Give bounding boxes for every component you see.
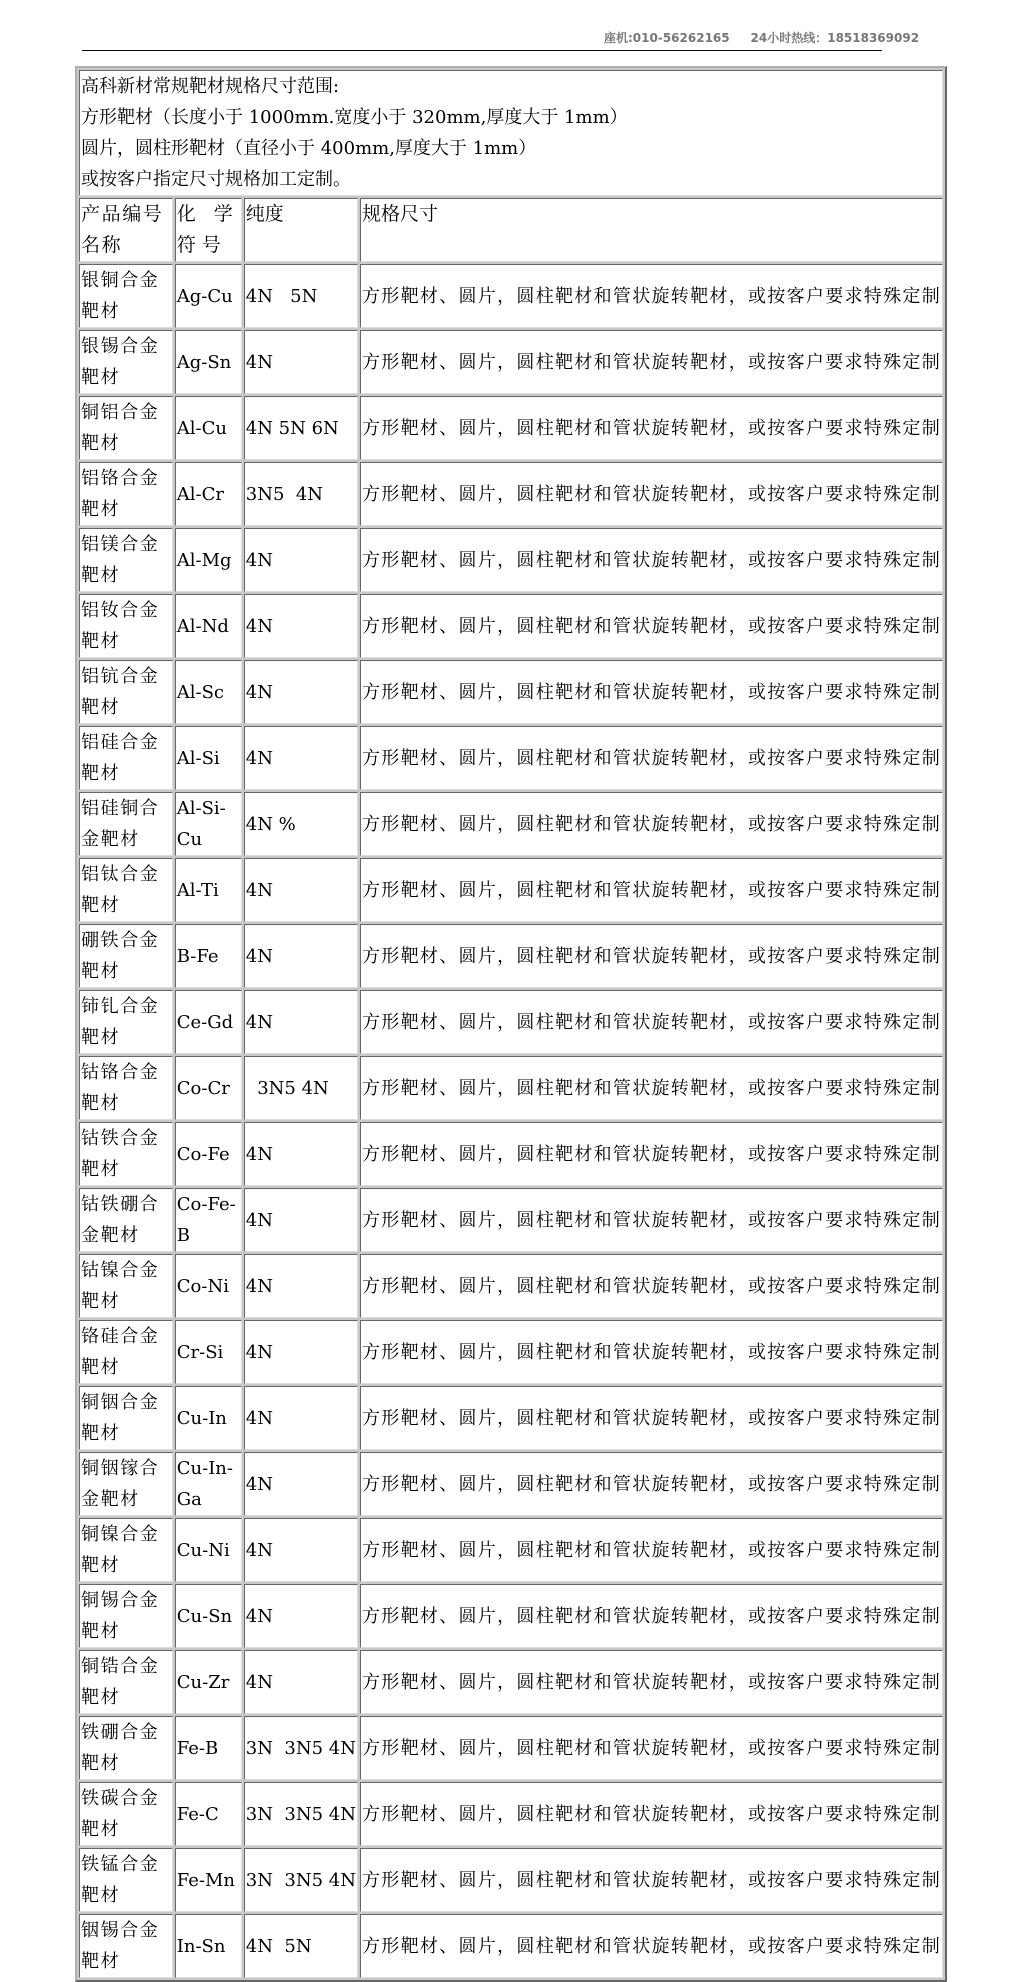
product-name-cell: 钴铁合金靶材 (79, 1122, 173, 1186)
product-name-cell: 钴铁硼合金靶材 (79, 1188, 173, 1252)
purity-cell: 4N (244, 1254, 358, 1318)
chem-symbol-cell: Cr-Si (175, 1320, 242, 1384)
spec-cell: 方形靶材、圆片，圆柱靶材和管状旋转靶材，或按客户要求特殊定制 (360, 1914, 943, 1978)
chem-symbol-cell: Ag-Sn (175, 330, 242, 394)
product-name-cell: 铜铟合金靶材 (79, 1386, 173, 1450)
purity-cell: 4N (244, 858, 358, 922)
spec-cell: 方形靶材、圆片，圆柱靶材和管状旋转靶材，或按客户要求特殊定制 (360, 594, 943, 658)
chem-symbol-cell: Cu-Sn (175, 1584, 242, 1648)
table-row (79, 1650, 943, 1714)
spec-cell: 方形靶材、圆片，圆柱靶材和管状旋转靶材，或按客户要求特殊定制 (360, 924, 943, 988)
table-row (79, 1254, 943, 1318)
table-row (79, 1782, 943, 1846)
purity-cell: 4N (244, 1188, 358, 1252)
table-row (79, 792, 943, 856)
product-name-cell: 铜镍合金靶材 (79, 1518, 173, 1582)
product-name-cell: 铁硼合金靶材 (79, 1716, 173, 1780)
spec-cell: 方形靶材、圆片，圆柱靶材和管状旋转靶材，或按客户要求特殊定制 (360, 1056, 943, 1120)
spec-cell: 方形靶材、圆片，圆柱靶材和管状旋转靶材，或按客户要求特殊定制 (360, 1518, 943, 1582)
purity-cell: 3N 3N5 4N (244, 1716, 358, 1780)
chem-symbol-cell: Cu-Ni (175, 1518, 242, 1582)
table-row (79, 1518, 943, 1582)
table-row (79, 264, 943, 328)
purity-cell: 3N 3N5 4N (244, 1782, 358, 1846)
spec-cell: 方形靶材、圆片，圆柱靶材和管状旋转靶材，或按客户要求特殊定制 (360, 396, 943, 460)
table-row (79, 660, 943, 724)
purity-cell: 4N (244, 1122, 358, 1186)
purity-cell: 4N % (244, 792, 358, 856)
table-row (79, 1716, 943, 1780)
chem-symbol-cell: Co-Cr (175, 1056, 242, 1120)
chem-symbol-cell: Fe-Mn (175, 1848, 242, 1912)
purity-cell: 4N (244, 924, 358, 988)
purity-cell: 4N (244, 660, 358, 724)
spec-cell: 方形靶材、圆片，圆柱靶材和管状旋转靶材，或按客户要求特殊定制 (360, 660, 943, 724)
purity-cell: 4N (244, 1452, 358, 1516)
intro-line: 高科新材常规靶材规格尺寸范围: (81, 76, 340, 97)
spec-cell: 方形靶材、圆片，圆柱靶材和管状旋转靶材，或按客户要求特殊定制 (360, 990, 943, 1054)
chem-symbol-cell: Al-Ti (175, 858, 242, 922)
chem-symbol-cell: Co-Fe-B (175, 1188, 242, 1252)
table-row (79, 1584, 943, 1648)
spec-cell: 方形靶材、圆片，圆柱靶材和管状旋转靶材，或按客户要求特殊定制 (360, 858, 943, 922)
table-row (79, 1122, 943, 1186)
product-name-cell: 铝铬合金靶材 (79, 462, 173, 526)
spec-cell: 方形靶材、圆片，圆柱靶材和管状旋转靶材，或按客户要求特殊定制 (360, 1188, 943, 1252)
col-header-purity: 纯度 (244, 198, 358, 262)
intro-line: 方形靶材（长度小于 1000mm.宽度小于 320mm,厚度大于 1mm） (81, 107, 628, 128)
product-name-cell: 铜铟镓合金靶材 (79, 1452, 173, 1516)
spec-cell: 方形靶材、圆片，圆柱靶材和管状旋转靶材，或按客户要求特殊定制 (360, 1650, 943, 1714)
purity-cell: 4N (244, 1518, 358, 1582)
purity-cell: 4N (244, 528, 358, 592)
chem-symbol-cell: Fe-C (175, 1782, 242, 1846)
product-name-cell: 钴镍合金靶材 (79, 1254, 173, 1318)
table-row (79, 330, 943, 394)
product-name-cell: 铬硅合金靶材 (79, 1320, 173, 1384)
spec-cell: 方形靶材、圆片，圆柱靶材和管状旋转靶材，或按客户要求特殊定制 (360, 1716, 943, 1780)
purity-cell: 4N (244, 330, 358, 394)
chem-symbol-cell: Cu-Zr (175, 1650, 242, 1714)
product-name-cell: 铝钕合金靶材 (79, 594, 173, 658)
col-header-spec: 规格尺寸 (360, 198, 943, 262)
intro-line: 圆片，圆柱形靶材（直径小于 400mm,厚度大于 1mm） (81, 138, 537, 159)
chem-symbol-cell: Ce-Gd (175, 990, 242, 1054)
purity-cell: 4N (244, 990, 358, 1054)
spec-cell: 方形靶材、圆片，圆柱靶材和管状旋转靶材，或按客户要求特殊定制 (360, 528, 943, 592)
spec-cell: 方形靶材、圆片，圆柱靶材和管状旋转靶材，或按客户要求特殊定制 (360, 264, 943, 328)
chem-symbol-cell: Cu-In (175, 1386, 242, 1450)
table-row (79, 1848, 943, 1912)
spec-cell: 方形靶材、圆片，圆柱靶材和管状旋转靶材，或按客户要求特殊定制 (360, 462, 943, 526)
chem-symbol-cell: Al-Nd (175, 594, 242, 658)
chem-symbol-cell: In-Sn (175, 1914, 242, 1978)
product-name-cell: 铝钛合金靶材 (79, 858, 173, 922)
table-row (79, 1056, 943, 1120)
chem-symbol-cell: Fe-B (175, 1716, 242, 1780)
col-header-name: 产品编号名称 (79, 198, 173, 262)
product-name-cell: 银铜合金靶材 (79, 264, 173, 328)
table-row (79, 594, 943, 658)
chem-symbol-cell: Al-Mg (175, 528, 242, 592)
product-name-cell: 铝硅铜合金靶材 (79, 792, 173, 856)
header-divider (82, 50, 882, 51)
table-row (79, 1188, 943, 1252)
contact-info: 座机:010-56262165 24小时热线：18518369092 (604, 31, 920, 45)
chem-symbol-cell: Al-Si-Cu (175, 792, 242, 856)
purity-cell: 4N (244, 594, 358, 658)
chem-symbol-cell: Al-Cr (175, 462, 242, 526)
table-row (79, 1386, 943, 1450)
table-row (79, 396, 943, 460)
spec-cell: 方形靶材、圆片，圆柱靶材和管状旋转靶材，或按客户要求特殊定制 (360, 330, 943, 394)
spec-cell: 方形靶材、圆片，圆柱靶材和管状旋转靶材，或按客户要求特殊定制 (360, 1452, 943, 1516)
chem-symbol-cell: Co-Ni (175, 1254, 242, 1318)
purity-cell: 4N (244, 1584, 358, 1648)
purity-cell: 4N 5N (244, 1914, 358, 1978)
product-name-cell: 铜铝合金靶材 (79, 396, 173, 460)
spec-table (75, 66, 947, 1982)
table-row (79, 1320, 943, 1384)
purity-cell: 3N5 4N (244, 462, 358, 526)
spec-cell: 方形靶材、圆片，圆柱靶材和管状旋转靶材，或按客户要求特殊定制 (360, 1254, 943, 1318)
spec-cell: 方形靶材、圆片，圆柱靶材和管状旋转靶材，或按客户要求特殊定制 (360, 1386, 943, 1450)
product-name-cell: 钴铬合金靶材 (79, 1056, 173, 1120)
product-name-cell: 硼铁合金靶材 (79, 924, 173, 988)
product-name-cell: 铈钆合金靶材 (79, 990, 173, 1054)
spec-cell: 方形靶材、圆片，圆柱靶材和管状旋转靶材，或按客户要求特殊定制 (360, 792, 943, 856)
intro-cell (79, 70, 943, 196)
product-name-cell: 铟锡合金靶材 (79, 1914, 173, 1978)
chem-symbol-cell: Co-Fe (175, 1122, 242, 1186)
chem-symbol-cell: Al-Cu (175, 396, 242, 460)
purity-cell: 4N (244, 1320, 358, 1384)
product-name-cell: 铁锰合金靶材 (79, 1848, 173, 1912)
table-row (79, 1452, 943, 1516)
product-name-cell: 铝镁合金靶材 (79, 528, 173, 592)
chem-symbol-cell: Ag-Cu (175, 264, 242, 328)
chem-symbol-cell: Al-Si (175, 726, 242, 790)
chem-symbol-cell: Al-Sc (175, 660, 242, 724)
spec-cell: 方形靶材、圆片，圆柱靶材和管状旋转靶材，或按客户要求特殊定制 (360, 1584, 943, 1648)
intro-row (79, 70, 943, 196)
product-name-cell: 银锡合金靶材 (79, 330, 173, 394)
purity-cell: 4N (244, 1386, 358, 1450)
spec-cell: 方形靶材、圆片，圆柱靶材和管状旋转靶材，或按客户要求特殊定制 (360, 726, 943, 790)
table-row (79, 726, 943, 790)
spec-cell: 方形靶材、圆片，圆柱靶材和管状旋转靶材，或按客户要求特殊定制 (360, 1848, 943, 1912)
product-name-cell: 铜锡合金靶材 (79, 1584, 173, 1648)
col-header-chem: 化 学 符号 (175, 198, 242, 262)
header-row (79, 198, 943, 262)
spec-cell: 方形靶材、圆片，圆柱靶材和管状旋转靶材，或按客户要求特殊定制 (360, 1782, 943, 1846)
purity-cell: 4N (244, 1650, 358, 1714)
product-name-cell: 铝钪合金靶材 (79, 660, 173, 724)
table-row (79, 924, 943, 988)
product-name-cell: 铝硅合金靶材 (79, 726, 173, 790)
purity-cell: 3N5 4N (244, 1056, 358, 1120)
table-row (79, 858, 943, 922)
chem-symbol-cell: B-Fe (175, 924, 242, 988)
intro-line: 或按客户指定尺寸规格加工定制。 (81, 169, 351, 190)
spec-cell: 方形靶材、圆片，圆柱靶材和管状旋转靶材，或按客户要求特殊定制 (360, 1122, 943, 1186)
product-name-cell: 铜锆合金靶材 (79, 1650, 173, 1714)
table-row (79, 990, 943, 1054)
table-row (79, 462, 943, 526)
purity-cell: 4N 5N 6N (244, 396, 358, 460)
purity-cell: 4N (244, 726, 358, 790)
spec-cell: 方形靶材、圆片，圆柱靶材和管状旋转靶材，或按客户要求特殊定制 (360, 1320, 943, 1384)
table-row (79, 1914, 943, 1978)
purity-cell: 4N 5N (244, 264, 358, 328)
product-name-cell: 铁碳合金靶材 (79, 1782, 173, 1846)
chem-symbol-cell: Cu-In-Ga (175, 1452, 242, 1516)
table-row (79, 528, 943, 592)
purity-cell: 3N 3N5 4N (244, 1848, 358, 1912)
